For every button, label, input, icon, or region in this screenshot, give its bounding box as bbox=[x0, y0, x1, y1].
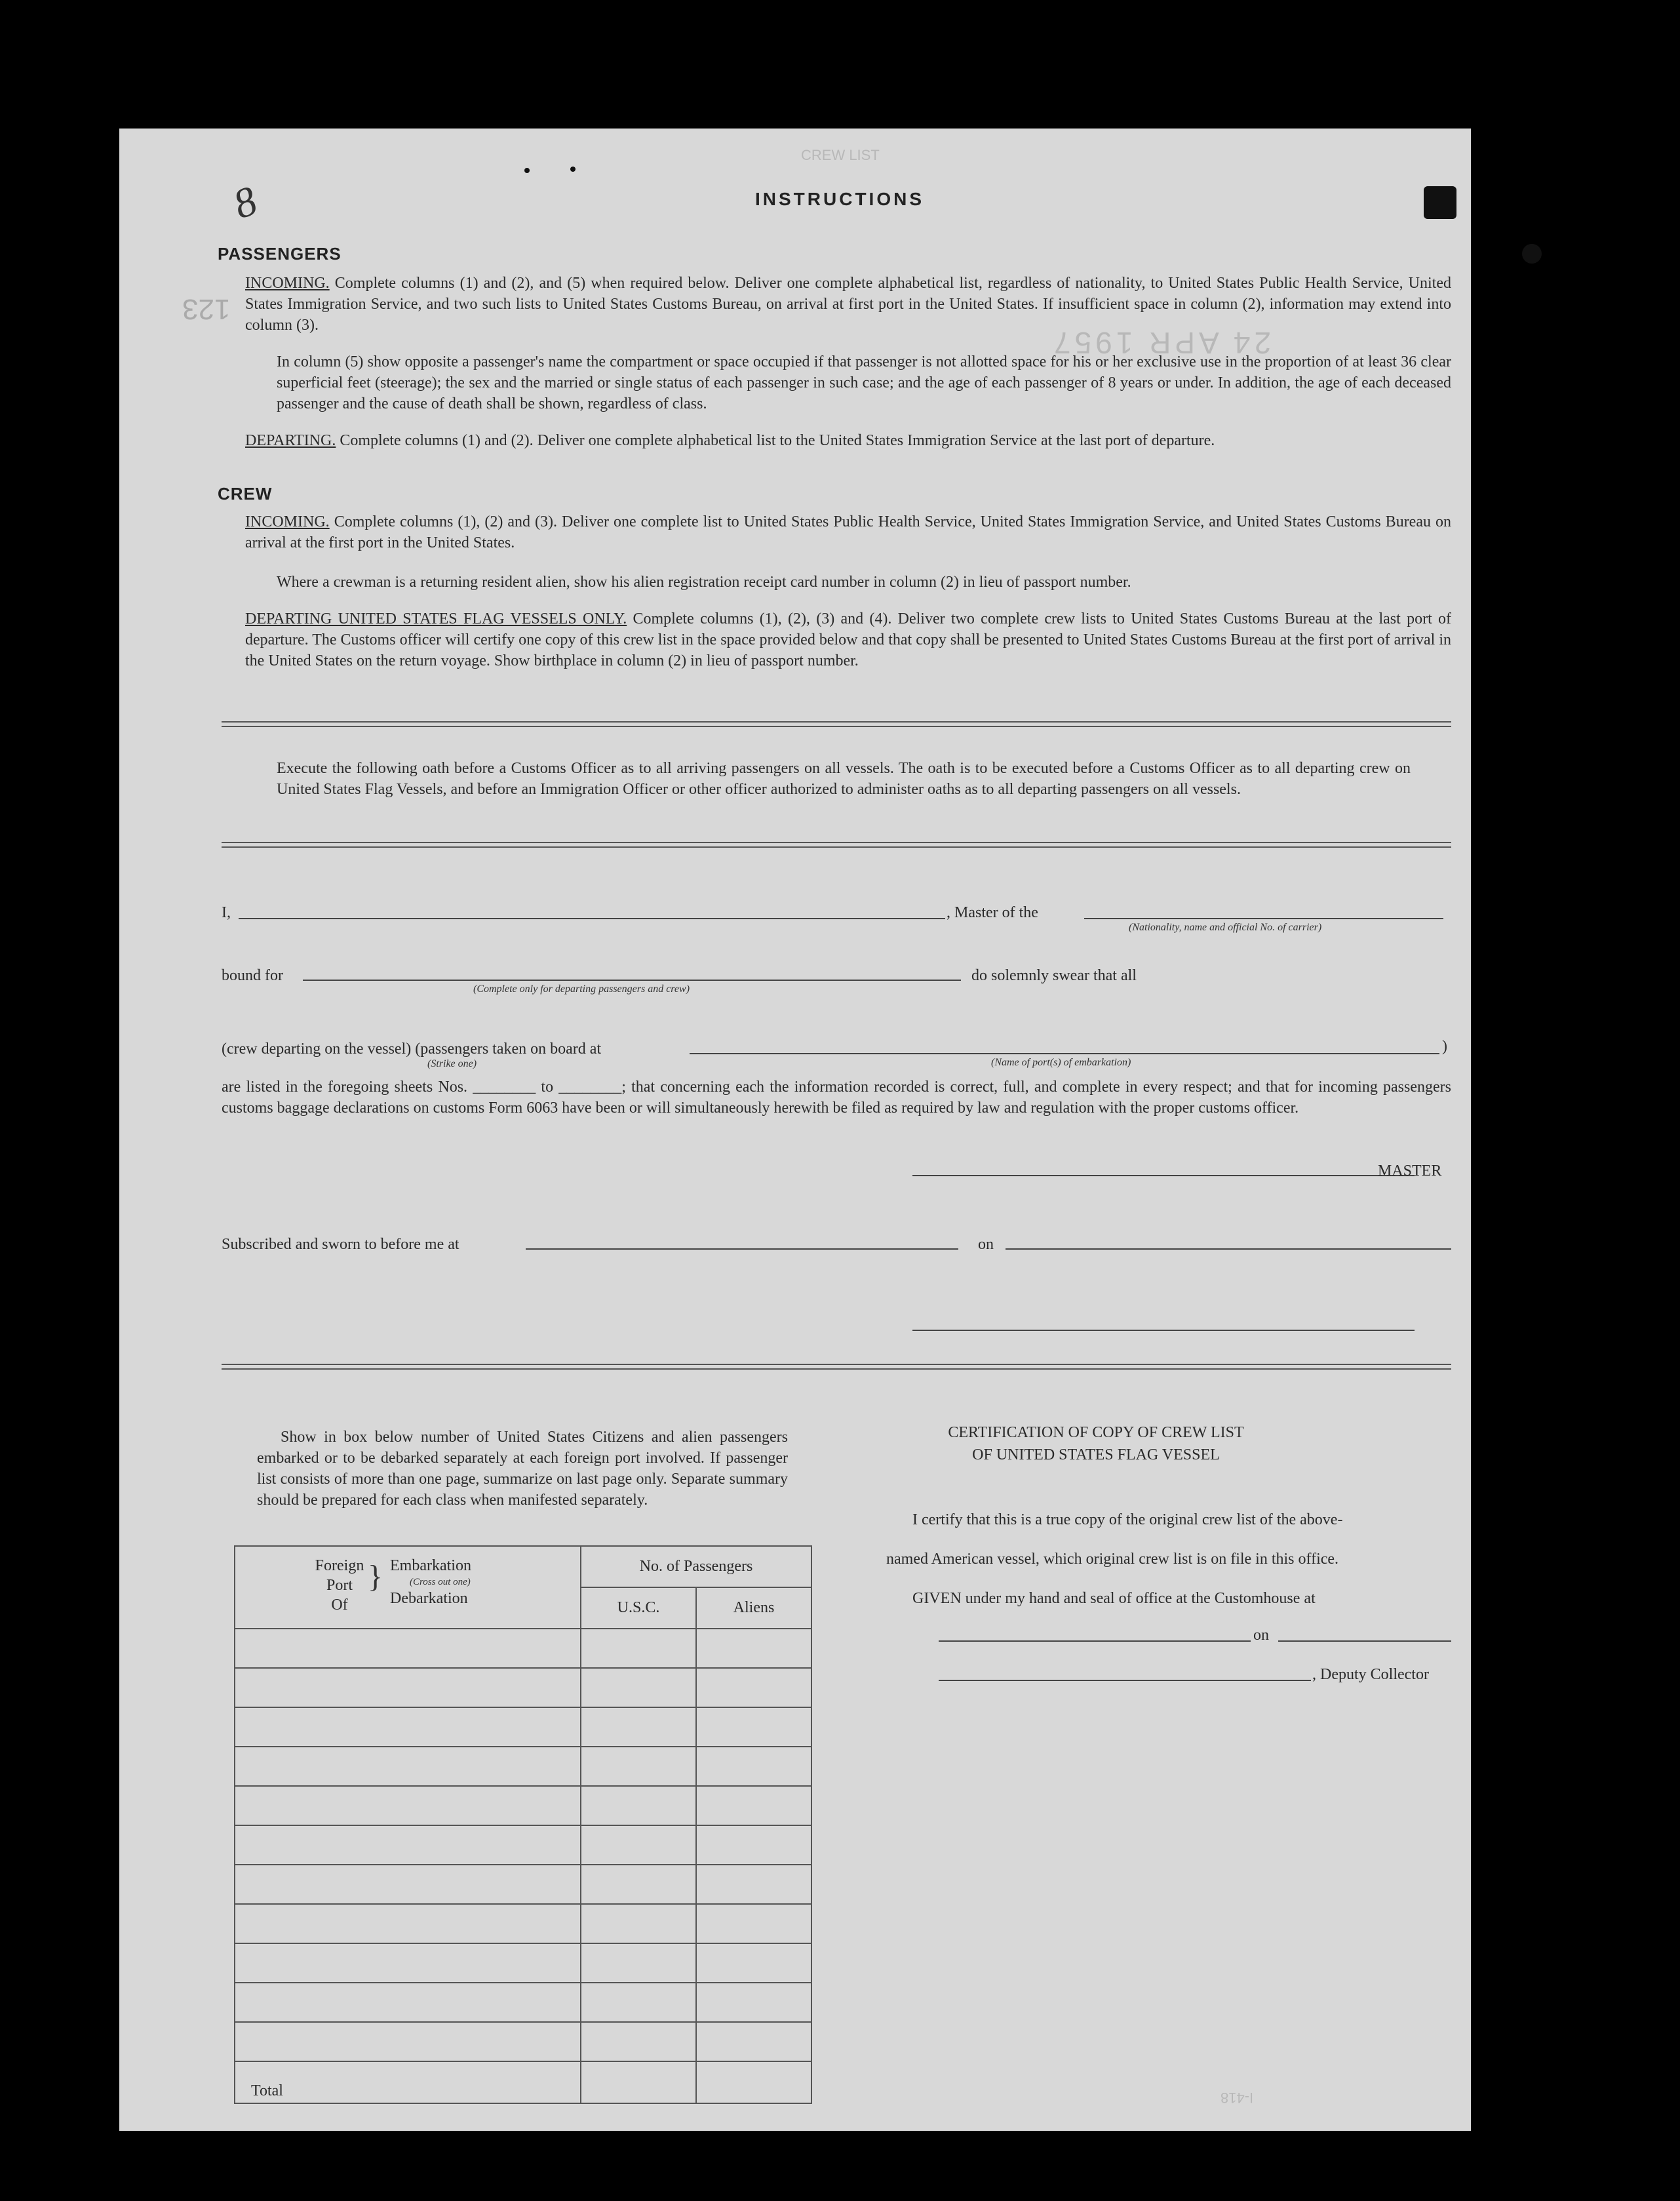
incoming-label: INCOMING. bbox=[245, 513, 330, 530]
subscribed-label: Subscribed and sworn to before me at bbox=[222, 1236, 459, 1253]
customhouse-field[interactable] bbox=[939, 1640, 1251, 1642]
embark-port-field[interactable] bbox=[690, 1053, 1439, 1054]
incoming-label: INCOMING. bbox=[245, 275, 330, 292]
handwritten-mark: 8 bbox=[227, 176, 264, 228]
usc-header: U.S.C. bbox=[581, 1587, 696, 1629]
aliens-cell[interactable] bbox=[696, 1786, 811, 1825]
port-cell[interactable] bbox=[235, 2022, 581, 2061]
speck bbox=[524, 168, 530, 173]
master-label: MASTER bbox=[1378, 1162, 1442, 1180]
departing-label: DEPARTING UNITED STATES FLAG VESSELS ONLY. bbox=[245, 610, 627, 627]
departing-label: DEPARTING. bbox=[245, 432, 336, 449]
speck bbox=[570, 167, 576, 172]
port-cell[interactable] bbox=[235, 1668, 581, 1707]
total-row bbox=[235, 2061, 811, 2103]
table-row bbox=[235, 1707, 811, 1747]
port-cell[interactable] bbox=[235, 1904, 581, 1943]
aliens-cell[interactable] bbox=[696, 2022, 811, 2061]
table-row bbox=[235, 1747, 811, 1786]
usc-cell[interactable] bbox=[581, 2022, 696, 2061]
certify-line1: I certify that this is a true copy of the original crew list of the above- bbox=[912, 1511, 1343, 1528]
crew-heading: CREW bbox=[218, 484, 273, 504]
bleed-through-text: CREW LIST bbox=[801, 147, 880, 163]
bleed-through-text: I-418 bbox=[1221, 2090, 1254, 2106]
embarkation-label: Embarkation bbox=[390, 1557, 471, 1574]
subscribed-place-field[interactable] bbox=[526, 1248, 958, 1250]
port-cell[interactable] bbox=[235, 1825, 581, 1865]
port-caption: (Name of port(s) of embarkation) bbox=[991, 1057, 1131, 1068]
brace-icon: } bbox=[368, 1559, 383, 1594]
master-of-label: , Master of the bbox=[947, 904, 1038, 921]
section-divider bbox=[222, 721, 1451, 727]
table-row bbox=[235, 1904, 811, 1943]
passengers-incoming-paragraph bbox=[245, 273, 1451, 336]
bleed-through-stamp: 24 APR 1957 bbox=[1050, 326, 1272, 360]
table-row bbox=[235, 1668, 811, 1707]
passengers-heading: PASSENGERS bbox=[218, 244, 342, 264]
subscribed-on-label: on bbox=[978, 1236, 994, 1253]
master-name-field[interactable] bbox=[239, 918, 945, 919]
i-label: I, bbox=[222, 904, 231, 921]
usc-cell[interactable] bbox=[581, 1825, 696, 1865]
side-number: 123 bbox=[182, 293, 231, 325]
table-row bbox=[235, 2022, 811, 2061]
bound-for-label: bound for bbox=[222, 967, 283, 984]
port-cell[interactable] bbox=[235, 1865, 581, 1904]
usc-cell[interactable] bbox=[581, 1747, 696, 1786]
usc-cell[interactable] bbox=[581, 1904, 696, 1943]
port-cell[interactable] bbox=[235, 1629, 581, 1668]
crew-passengers-text: (crew departing on the vessel) (passengers taken on board at bbox=[222, 1041, 602, 1058]
summary-instructions: Show in box below number of United States Citizens and alien passengers embarked or to be debarked separately at each foreign port involved. If passenger list consists of more than one page, summarize on last page only. Separate summary should be prepared for each class when manifested separately. bbox=[257, 1429, 788, 1509]
usc-cell[interactable] bbox=[581, 1983, 696, 2022]
carrier-caption: (Nationality, name and official No. of carrier) bbox=[1129, 922, 1322, 933]
aliens-cell[interactable] bbox=[696, 1983, 811, 2022]
master-signature-field[interactable] bbox=[912, 1175, 1415, 1176]
carrier-field[interactable] bbox=[1084, 918, 1443, 919]
certification-title-line2: OF UNITED STATES FLAG VESSEL bbox=[972, 1446, 1220, 1463]
table-row bbox=[235, 1629, 811, 1668]
table-row bbox=[235, 1865, 811, 1904]
departing-text: Complete columns (1) and (2). Deliver one complete alphabetical list to the United States Immigration Service at the last port of departure. bbox=[340, 432, 1215, 449]
given-text: GIVEN under my hand and seal of office at the Customhouse at bbox=[912, 1590, 1316, 1607]
form-page bbox=[119, 129, 1471, 2131]
deputy-collector-label: , Deputy Collector bbox=[1312, 1666, 1429, 1683]
table-row bbox=[235, 1786, 811, 1825]
usc-cell[interactable] bbox=[581, 1707, 696, 1747]
certify-line2: named American vessel, which original crew list is on file in this office. bbox=[886, 1551, 1339, 1568]
port-cell[interactable] bbox=[235, 1786, 581, 1825]
usc-total-cell[interactable] bbox=[581, 2061, 696, 2103]
crew-departing-paragraph bbox=[245, 608, 1451, 671]
ink-blot bbox=[1424, 186, 1456, 219]
passenger-summary-table bbox=[234, 1545, 812, 2104]
usc-cell[interactable] bbox=[581, 1943, 696, 1983]
usc-cell[interactable] bbox=[581, 1865, 696, 1904]
usc-cell[interactable] bbox=[581, 1786, 696, 1825]
certification-title-line1: CERTIFICATION OF COPY OF CREW LIST bbox=[948, 1424, 1244, 1441]
aliens-cell[interactable] bbox=[696, 1865, 811, 1904]
strike-caption: (Strike one) bbox=[427, 1058, 477, 1069]
port-header-cell bbox=[235, 1546, 581, 1629]
aliens-total-cell[interactable] bbox=[696, 2061, 811, 2103]
of-label: Of bbox=[331, 1596, 348, 1614]
passengers-departing-paragraph bbox=[245, 430, 1451, 451]
port-cell[interactable] bbox=[235, 1747, 581, 1786]
incoming-text: Complete columns (1), (2) and (3). Deliver one complete list to United States Public Health Service, United States Immigration Service, and United States Customs Bureau on arrival at the first port in the United States. bbox=[245, 513, 1451, 551]
bound-caption: (Complete only for departing passengers and crew) bbox=[473, 983, 690, 995]
punch-hole bbox=[1522, 244, 1542, 264]
column5-paragraph: In column (5) show opposite a passenger's name the compartment or space occupied if that passenger is not allotted space for his or her exclusive use in the proportion of at least 36 clear superficial feet (steerage); the sex and the married or single status of each passenger in such case; and the age of each passenger of 8 years or under. In addition, the age of each deceased passenger and the cause of death shall be shown, regardless of class. bbox=[277, 353, 1451, 412]
certification-on-label: on bbox=[1253, 1627, 1269, 1644]
deputy-signature-field[interactable] bbox=[939, 1680, 1311, 1681]
listed-paragraph: are listed in the foregoing sheets Nos. ________ to ________; that concerning each the information recorded is correct, full, and complete in every respect; and that for incoming passengers customs baggage declarations on customs Form 6063 have been or will simultaneously herewith be filed as required by law and regulation with the proper customs officer. bbox=[222, 1079, 1451, 1117]
usc-cell[interactable] bbox=[581, 1668, 696, 1707]
aliens-cell[interactable] bbox=[696, 1904, 811, 1943]
port-cell[interactable] bbox=[235, 1707, 581, 1747]
table-row bbox=[235, 1943, 811, 1983]
foreign-label: Foreign bbox=[315, 1557, 364, 1574]
aliens-header: Aliens bbox=[696, 1587, 811, 1629]
table-row bbox=[235, 1983, 811, 2022]
certification-title bbox=[860, 1421, 1332, 1466]
aliens-cell[interactable] bbox=[696, 1668, 811, 1707]
section-divider bbox=[222, 842, 1451, 848]
subscribed-date-field[interactable] bbox=[1006, 1248, 1451, 1250]
incoming-text: Complete columns (1) and (2), and (5) when required below. Deliver one complete alphabetical list, regardless of nationality, to United States Public Health Service, United States Immigration Service, and two such lists to United States Customs Bureau, on arrival at first port in the United States. If insufficient space in column (2), information may extend into column (3). bbox=[245, 275, 1451, 334]
oath-intro: Execute the following oath before a Customs Officer as to all arriving passengers on all vessels. The oath is to be executed before a Customs Officer as to all departing crew on United States Flag Vessels, and before an Immigration Officer or other officer authorized to administer oaths as to all departing passengers on all vessels. bbox=[277, 760, 1411, 798]
swear-text: do solemnly swear that all bbox=[971, 967, 1137, 984]
crew-incoming-paragraph bbox=[245, 511, 1451, 553]
port-header-left bbox=[310, 1556, 369, 1615]
debarkation-label: Debarkation bbox=[390, 1590, 468, 1607]
page-title: INSTRUCTIONS bbox=[755, 189, 924, 209]
usc-cell[interactable] bbox=[581, 1629, 696, 1668]
no-passengers-header: No. of Passengers bbox=[581, 1546, 811, 1587]
table-row bbox=[235, 1825, 811, 1865]
total-label: Total bbox=[235, 2061, 581, 2103]
table-header-row bbox=[235, 1546, 811, 1587]
officer-signature-field[interactable] bbox=[912, 1330, 1415, 1331]
bound-for-field[interactable] bbox=[303, 980, 961, 981]
aliens-cell[interactable] bbox=[696, 1707, 811, 1747]
port-cell[interactable] bbox=[235, 1983, 581, 2022]
resident-alien-paragraph: Where a crewman is a returning resident alien, show his alien registration receipt card number in column (2) in lieu of passport number. bbox=[277, 574, 1131, 591]
aliens-cell[interactable] bbox=[696, 1943, 811, 1983]
aliens-cell[interactable] bbox=[696, 1747, 811, 1786]
aliens-cell[interactable] bbox=[696, 1825, 811, 1865]
aliens-cell[interactable] bbox=[696, 1629, 811, 1668]
section-divider bbox=[222, 1364, 1451, 1370]
port-cell[interactable] bbox=[235, 1943, 581, 1983]
certification-date-field[interactable] bbox=[1278, 1640, 1451, 1642]
port-label: Port bbox=[326, 1577, 353, 1594]
departing-text: Complete columns (1), (2), (3) and (4). Deliver two complete crew lists to United States Customs Bureau at the last port of departure. The Customs officer will certify one copy of this crew list in the space provided below and that copy shall be presented to United States Customs Bureau at the first port of arrival in the United States on the return voyage. Show birthplace in column (2) in lieu of passport number. bbox=[245, 610, 1451, 669]
close-paren: ) bbox=[1442, 1038, 1447, 1055]
cross-out-caption: (Cross out one) bbox=[410, 1577, 471, 1587]
port-header-right bbox=[390, 1556, 471, 1608]
